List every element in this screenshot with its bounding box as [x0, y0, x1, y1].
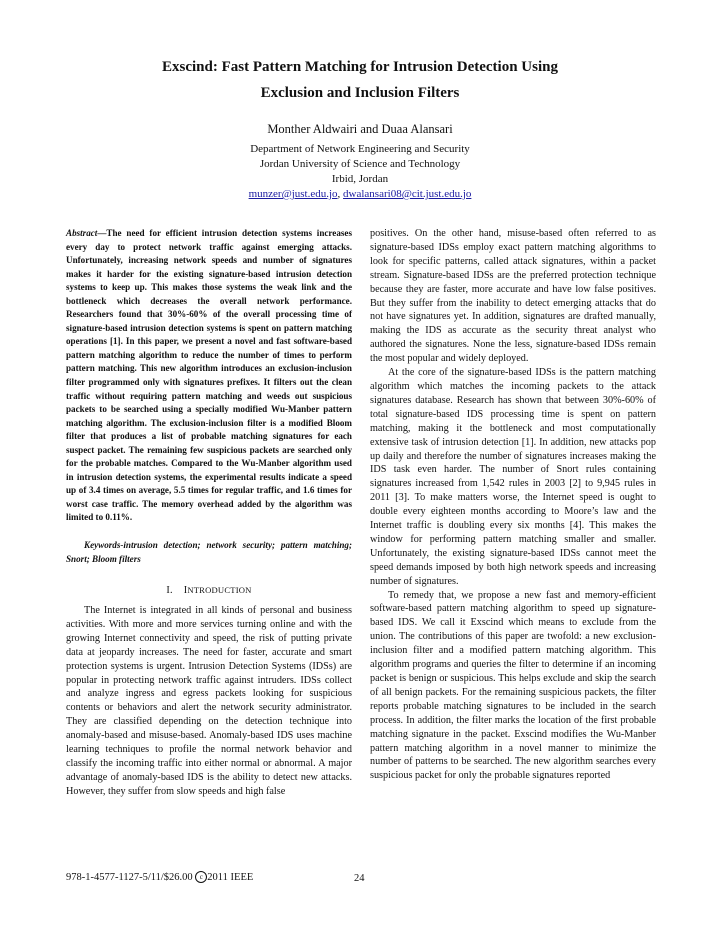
- author-emails: [60, 187, 660, 202]
- right-paragraph-2: At the core of the signature-based IDSs is the pattern matching algorithm which matches the incoming packets to the attack signatures database. Research has shown that between 30%-60% of total signature-based IDS processing time is spent on pattern matching, making it the bottleneck and most computationally extensive task of intrusion detection [1]. In addition, new attacks pop up daily and therefore the number of signatures increases making the IDS task even harder. The number of Snort rules containing signatures increased from 1,542 rules in 2003 [2] to 9,945 rules in 2011 [3]. To make matters worse, the Internet speed is ought to double every eighteen months according to Moore’s law and the Internet traffic is doubling every six months [4]. This makes the window for performing pattern matching smaller and smaller. Unfortunately, the existing signature-based IDSs cannot meet the speed demands imposed by both high network speeds and increasing number of signatures.: [370, 367, 656, 587]
- copyright-year: 2011 IEEE: [207, 872, 254, 883]
- isbn-text: 978-1-4577-1127-5/11/$26.00: [66, 872, 196, 883]
- footer-isbn: [66, 871, 253, 883]
- section-title-rest: NTRODUCTION: [187, 585, 252, 596]
- abstract-text: The need for efficient intrusion detection systems increases every day to protect network traffic against emerging attacks. Unfortunately, increasing network speeds and number of signatures makes it harder for the existing signature-based intrusion detection systems to keep up. This makes those systems the weak link and the bottleneck which decreases the overall network performance. Researchers found that 30%-60% of the overall processing time of signature-based intrusion detection systems is spent on pattern matching operations [1]. In this paper, we present a novel and fast software-based pattern matching algorithm to reduce the number of times to perform pattern matching. This new algorithm introduces an exclusion-inclusion filter programmed only with signatures prefixes. It filters out the clean traffic without requiring pattern matching and weeds out suspicious packets to be searched using a specially modified Wu-Manber pattern matching algorithm. The exclusion-inclusion filter is a modified Bloom filter that produces a list of probable matching signatures for each suspect packet. The remaining few suspicious packets are searched only for the probable matches. Compared to the Wu-Manber algorithm used in intrusion detection systems, the experimental results indicate a speed up of 3.4 times on average, 5.5 times for regular traffic, and 1.6 times for worst case traffic. The memory overhead added by the algorithm was limited to 0.11%.: [66, 228, 352, 523]
- section-heading-introduction: [66, 584, 352, 598]
- abstract-dash: —: [97, 228, 107, 238]
- email-link-1[interactable]: munzer@just.edu.jo: [248, 188, 338, 200]
- right-paragraph-3: To remedy that, we propose a new fast and memory-efficient software-based pattern matching algorithm to speed up signature-based IDS. We call it Exscind which means to exclude from the union. The contributions of this paper are twofold: a new exclusion-inclusion filter and a modified pattern matching algorithm. This algorithm programs and queries the filter to determine if an incoming packet is benign or suspicious. This helps exclude and skip the search of all benign packets. For the remaining suspicious packets, the filter reports probable matching signatures to be included in the search process. In addition, the filter marks the location of the first probable matching signature in the packet. Exscind modifies the Wu-Manber pattern matching algorithm in a novel manner to minimize the number of patterns to be searched. The new algorithm searches every suspicious packet for only the probable signatures reported: [370, 589, 656, 782]
- left-column: [66, 227, 352, 799]
- affiliation-location: Irbid, Jordan: [331, 173, 389, 185]
- right-column: [370, 227, 656, 783]
- email-separator: ,: [337, 188, 344, 200]
- right-paragraph-1: positives. On the other hand, misuse-based often referred to as signature-based IDSs employ exact pattern matching algorithms to look for specific patterns, called attack signatures, within a packet stream. Signature-based IDSs are the preferred protection technique because they are faster, more accurate and have low false positives. But they suffer from the inability to detect emerging attacks that do not have signatures yet. In addition, signatures are drafted manually, making the IDS as accurate as the security threat analyst who authored the signatures. None the less, signature-based IDSs remain the most popular and widely deployed.: [370, 228, 656, 365]
- intro-paragraph-1: The Internet is integrated in all kinds of personal and business activities. With more and more services turning online and with the growing Internet connectivity and speed, the risk of putting private data at jeopardy increases. The need for faster, accurate and smart protection systems is urgent. Intrusion Detection Systems (IDSs) are popular in protecting network traffic against intruders. IDSs collect and analyze ingress and egress packets looking for suspicious contents or behaviors and alert the network security administrator. They are classified depending on the detection technique into anomaly-based and misuse-based. Anomaly-based IDS uses machine learning techniques to profile the normal network behavior and classify the incoming traffic into either normal or abnormal. A major advantage of anomaly-based IDS is the ability to detect new attacks. However, they suffer from slow speeds and high false: [66, 605, 352, 797]
- abstract-label: Abstract: [66, 228, 98, 238]
- paper-title-line2: Exclusion and Inclusion Filters: [260, 85, 460, 101]
- section-number: I.: [166, 585, 173, 597]
- page-number: 24: [354, 873, 365, 884]
- email-link-2[interactable]: dwalansari08@cit.just.edu.jo: [343, 188, 472, 200]
- paper-title-line1: Exscind: Fast Pattern Matching for Intrusion Detection Using: [162, 59, 558, 75]
- section-title-initial: I: [183, 585, 188, 597]
- affiliation-university: Jordan University of Science and Technology: [259, 158, 461, 170]
- copyright-icon: c: [195, 871, 207, 883]
- keywords: Keywords-intrusion detection; network security; pattern matching; Snort; Bloom filters: [66, 540, 352, 564]
- affiliation-department: Department of Network Engineering and Security: [250, 143, 470, 155]
- authors: Monther Aldwairi and Duaa Alansari: [267, 122, 453, 136]
- abstract: [66, 227, 352, 525]
